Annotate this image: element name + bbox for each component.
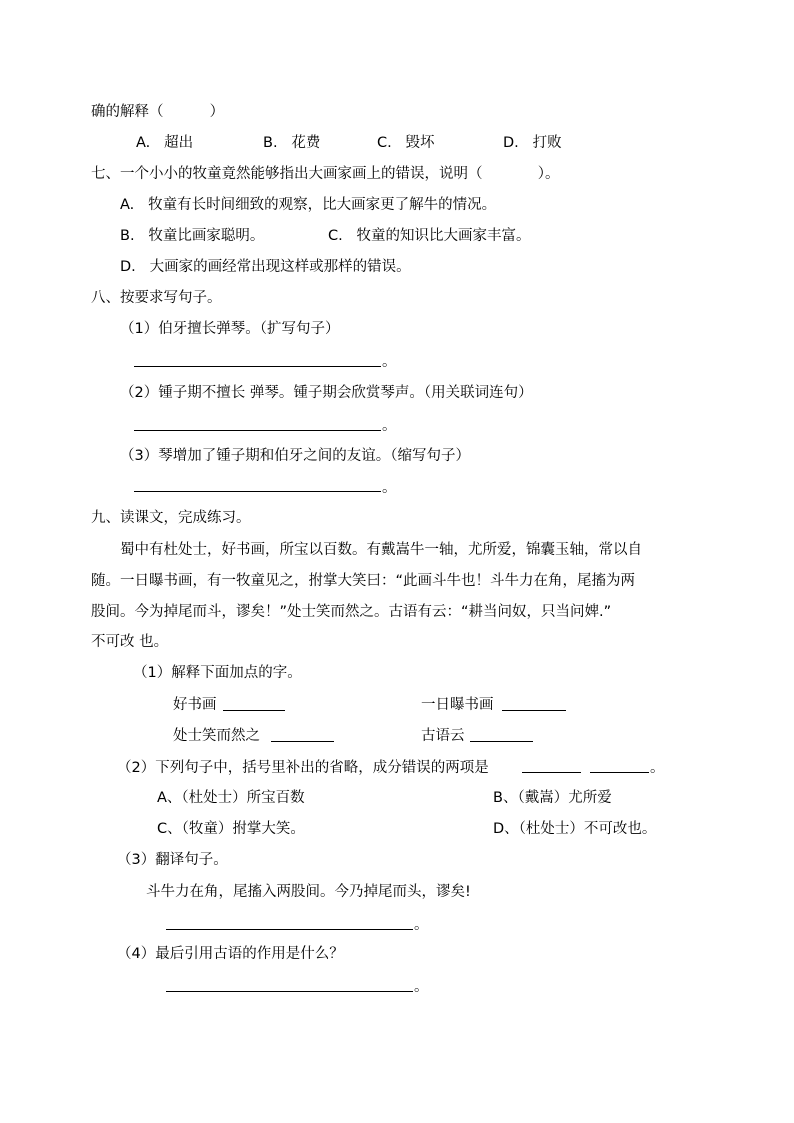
passage-line-4: 不可改 也。 [91, 634, 169, 650]
r1-word-b: 一日曝书画 [421, 697, 494, 713]
answer-line [166, 929, 413, 930]
answer-line [502, 710, 566, 711]
s8-item-3: （3）琴增加了锺子期和伯牙之间的友谊。（缩写句子） [120, 448, 470, 464]
q7-option-b: B. 花费 [263, 135, 321, 151]
passage-line-1: 蜀中有杜处士，好书画，所宝以百数。有戴嵩牛一轴，尤所爱，锦囊玉轴，常以自 [120, 542, 642, 558]
answer-line [223, 710, 285, 711]
answer-line [134, 366, 381, 367]
q7b-option-b: B. 牧童比画家聪明。 [120, 228, 265, 244]
s8-item-1: （1）伯牙擅长弹琴。（扩写句子） [120, 321, 340, 337]
q7-option-c: C. 毁坏 [377, 135, 435, 151]
period: 。 [414, 979, 429, 995]
r2-option-d: D、（杜处士）不可改也。 [493, 821, 657, 837]
period: 。 [650, 760, 665, 776]
r3-sentence: 斗牛力在角，尾搐入两股间。今乃掉尾而头，谬矣! [146, 884, 471, 900]
passage-line-2: 随。一日曝书画，有一牧童见之，拊掌大笑曰：“此画斗牛也！斗牛力在角，尾搐为两 [91, 573, 636, 589]
line-continuation: 确的解释（ ） [91, 104, 225, 120]
answer-line [134, 491, 381, 492]
answer-line [166, 991, 413, 992]
s8-item-2: （2）锺子期不擅长 弹琴。锺子期会欣赏琴声。（用关联词连句） [120, 385, 533, 401]
r1-word-d: 古语云 [421, 728, 465, 744]
r2-heading: （2）下列句子中，括号里补出的省略，成分错误的两项是 [117, 760, 489, 776]
period: 。 [382, 354, 397, 370]
period: 。 [414, 917, 429, 933]
answer-line [590, 772, 649, 773]
r1-heading: （1）解释下面加点的字。 [133, 665, 302, 681]
answer-line [470, 741, 533, 742]
section-9-heading: 九、读课文，完成练习。 [91, 510, 251, 526]
r2-option-c: C、（牧童）拊掌大笑。 [157, 821, 305, 837]
r1-word-c: 处士笑而然之 [173, 728, 260, 744]
section-8-heading: 八、按要求写句子。 [91, 290, 222, 306]
q7-option-a: A. 超出 [136, 135, 194, 151]
answer-line [522, 772, 581, 773]
r3-heading: （3）翻译句子。 [117, 852, 228, 868]
answer-line [134, 430, 381, 431]
r2-option-b: B、（戴嵩）尤所爱 [493, 790, 612, 806]
period: 。 [382, 480, 397, 496]
period: 。 [382, 418, 397, 434]
answer-line [271, 741, 334, 742]
passage-line-3: 股间。今为掉尾而斗，谬矣！”处士笑而然之。古语有云：“耕当问奴，只当问婢.” [91, 604, 612, 620]
r2-option-a: A、（杜处士）所宝百数 [157, 790, 305, 806]
q7b-option-d: D. 大画家的画经常出现这样或那样的错误。 [120, 259, 411, 275]
r4-heading: （4）最后引用古语的作用是什么？ [117, 946, 344, 962]
q7b-option-a: A. 牧童有长时间细致的观察，比大画家更了解牛的情况。 [120, 197, 497, 213]
q7-option-d: D. 打败 [503, 135, 562, 151]
q7b-option-c: C. 牧童的知识比大画家丰富。 [328, 228, 531, 244]
question-7: 七、一个小小的牧童竟然能够指出大画家画上的错误，说明（ ）。 [91, 166, 560, 182]
r1-word-a: 好书画 [173, 697, 217, 713]
